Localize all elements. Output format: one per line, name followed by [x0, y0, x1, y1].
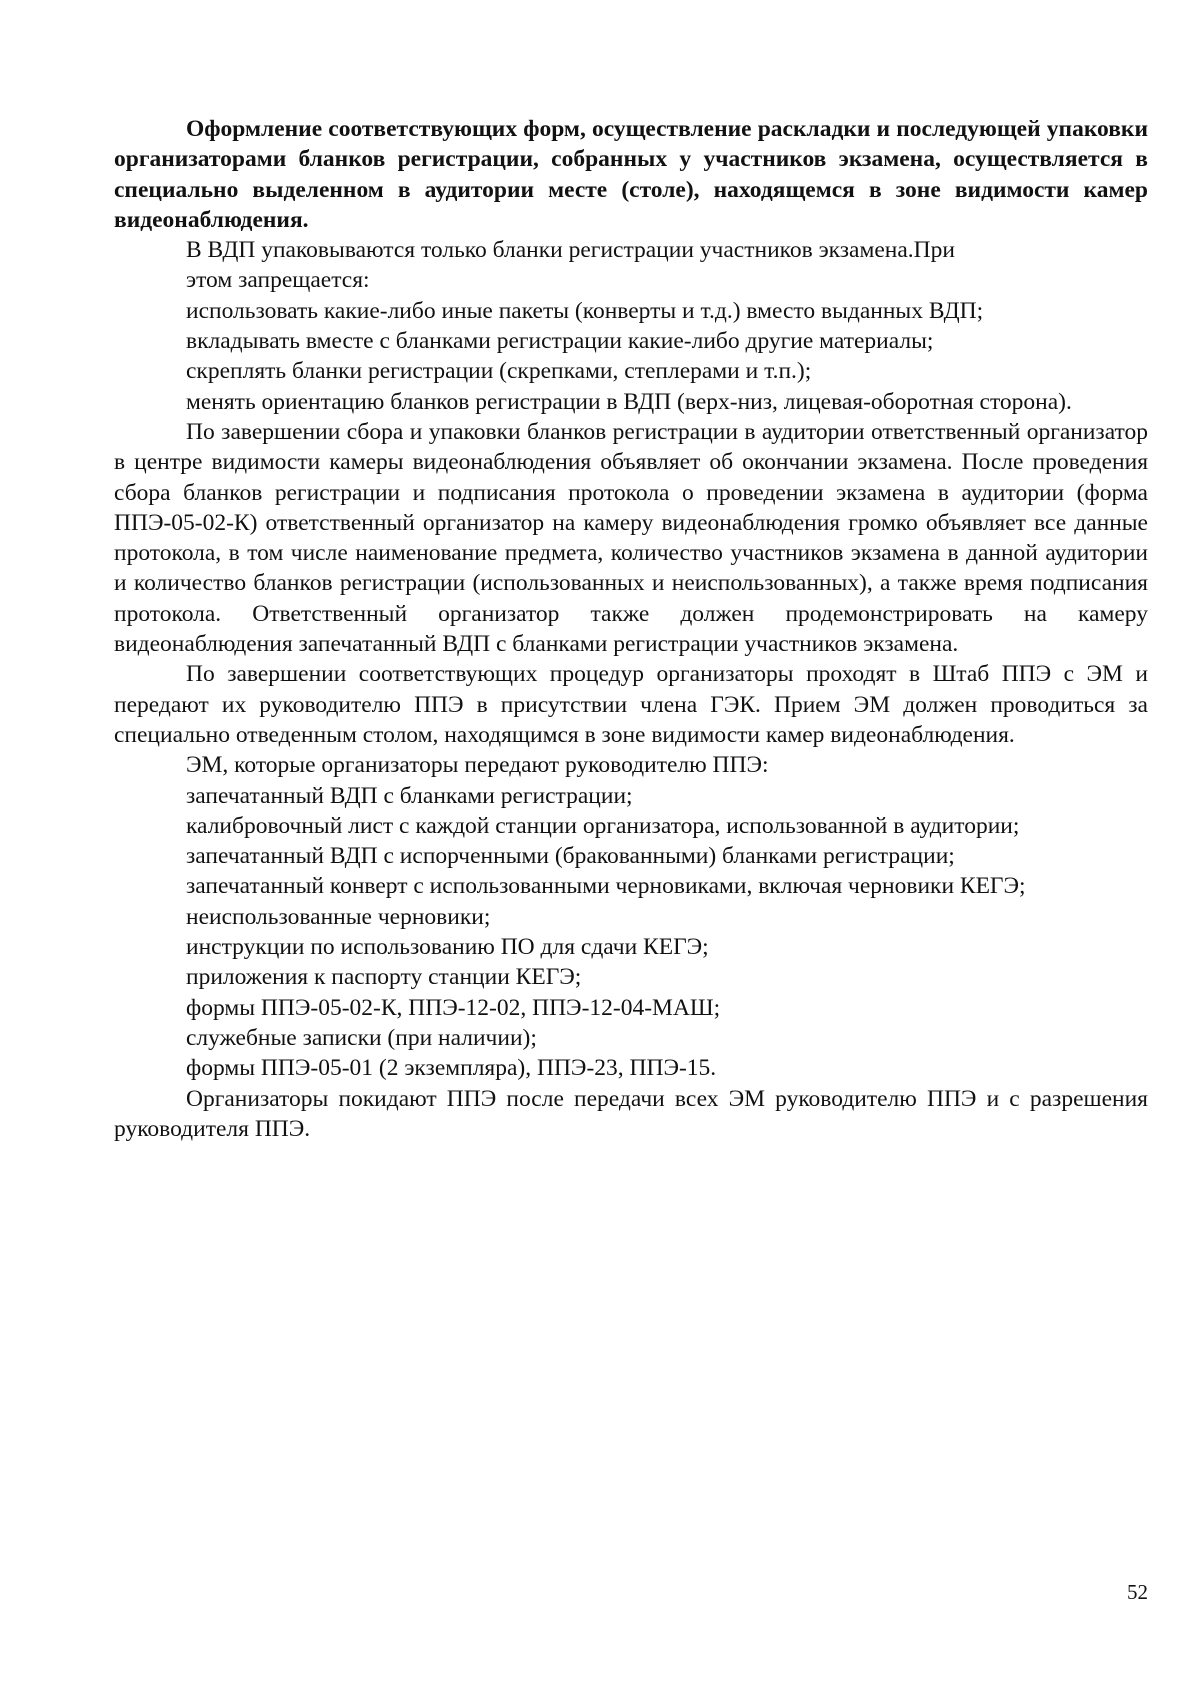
page-number: 52 — [1127, 1580, 1148, 1604]
em-list-title: ЭМ, которые организаторы передают руководителю ППЭ: — [186, 752, 769, 779]
em-list-item: формы ППЭ-05-02-К, ППЭ-12-02, ППЭ-12-04-МАШ; — [186, 994, 721, 1021]
em-list-item: служебные записки (при наличии); — [186, 1024, 537, 1051]
orientation-paragraph: менять ориентацию бланков регистрации в ВДП (верх-низ, лицевая-оборотная сторона). — [186, 388, 1072, 415]
em-list-item: неиспользованные черновики; — [186, 903, 491, 930]
em-list-item: формы ППЭ-05-01 (2 экземпляра), ППЭ-23, ППЭ-15. — [186, 1055, 717, 1082]
em-list-item: запечатанный ВДП с испорченными (бракованными) бланками регистрации; — [186, 843, 955, 870]
completion-paragraph: По завершении сбора и упаковки бланков регистрации в аудитории ответственный организатор в центре видимости камеры видеонаблюдения объявляет об окончании экзамена. После проведения сбора бланков регистрации и подписания протокола о проведении экзамена в аудитории (форма ППЭ-05-02-К) ответственный организатор на камеру видеонаблюдения громко объявляет все данные протокола, в том числе наименование предмета, количество участников экзамена в данной аудитории и количество бланков регистрации (использованных и неиспользованных), а также время подписания протокола. Ответственный организатор также должен продемонстрировать на камеру видеонаблюдения запечатанный ВДП с бланками регистрации участников экзамена. — [114, 418, 1148, 658]
closing-paragraph: Организаторы покидают ППЭ после передачи всех ЭМ руководителю ППЭ и с разрешения руководителя ППЭ. — [114, 1085, 1148, 1142]
handover-paragraph: По завершении соответствующих процедур организаторы проходят в Штаб ППЭ с ЭМ и передают их руководителю ППЭ в присутствии члена ГЭК. Прием ЭМ должен проводиться за специально отведенным столом, находящимся в зоне видимости камер видеонаблюдения. — [114, 661, 1148, 748]
document-page — [114, 114, 1148, 1144]
em-list-item: запечатанный конверт с использованными черновиками, включая черновики КЕГЭ; — [186, 873, 1026, 900]
prohibition-item: скреплять бланки регистрации (скрепками, степлерами и т.п.); — [186, 358, 812, 385]
em-list-item: приложения к паспорту станции КЕГЭ; — [186, 964, 582, 991]
em-list-item: инструкции по использованию ПО для сдачи КЕГЭ; — [186, 934, 709, 961]
prohibition-item: вкладывать вместе с бланками регистрации какие-либо другие материалы; — [186, 328, 934, 355]
vdp-intro-line-1: В ВДП упаковываются только бланки регистрации участников экзамена.При — [186, 237, 955, 264]
prohibition-item: использовать какие-либо иные пакеты (конверты и т.д.) вместо выданных ВДП; — [186, 297, 984, 324]
heading-paragraph: Оформление соответствующих форм, осуществление раскладки и последующей упаковки организаторами бланков регистрации, собранных у участников экзамена, осуществляется в специально выделенном в аудитории месте (столе), находящемся в зоне видимости камер видеонаблюдения. — [114, 116, 1148, 233]
vdp-intro-line-2: этом запрещается: — [186, 267, 370, 294]
em-list-item: калибровочный лист с каждой станции организатора, использованной в аудитории; — [186, 812, 1020, 839]
em-list-item: запечатанный ВДП с бланками регистрации; — [186, 782, 633, 809]
